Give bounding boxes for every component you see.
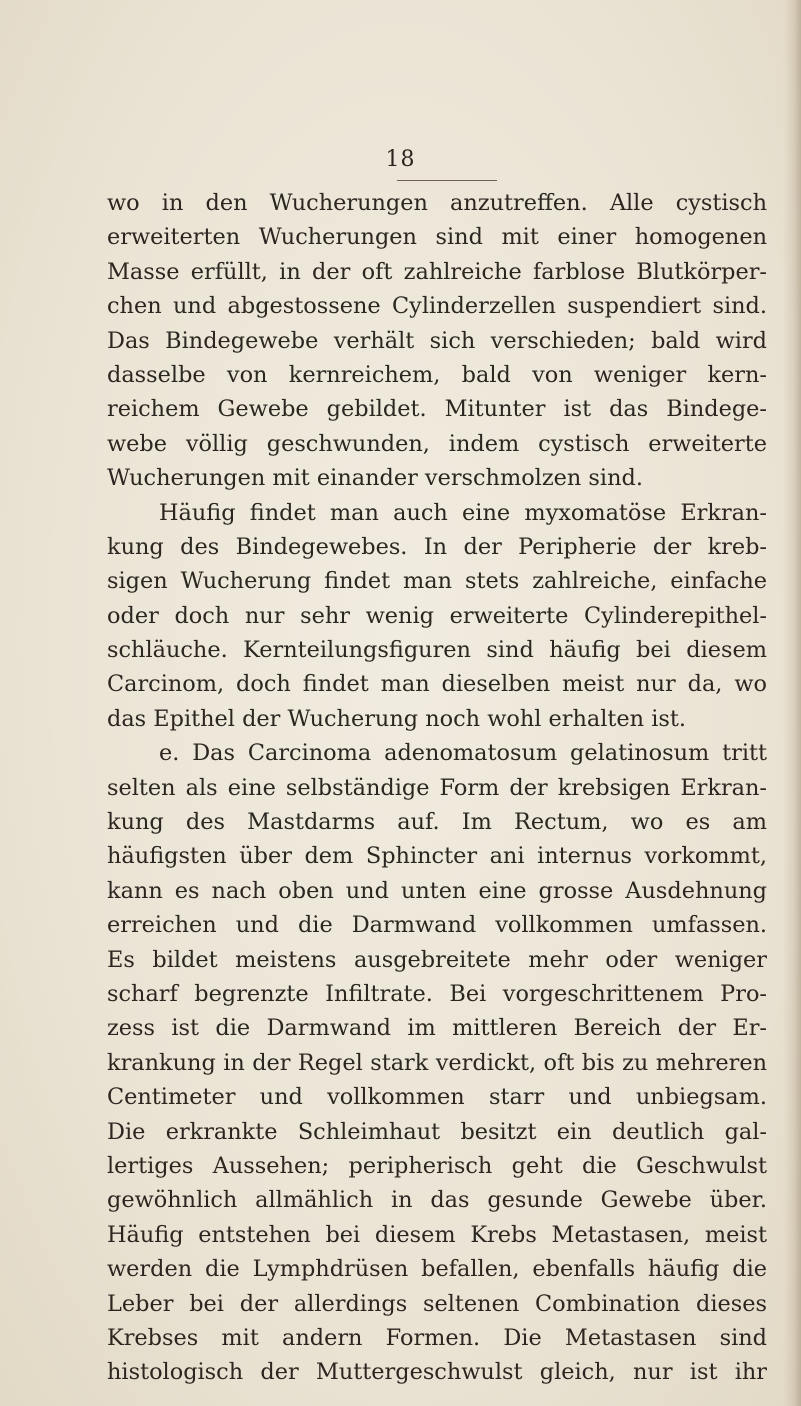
text-line: schläuche. Kernteilungsfiguren sind häufig bei diesem — [107, 637, 767, 664]
text-line: sigen Wucherung findet man stets zahlreiche, einfache — [107, 568, 767, 595]
text-line: werden die Lymphdrüsen befallen, ebenfalls häufig die — [107, 1256, 767, 1283]
text-line: Carcinom, doch findet man dieselben meist nur da, wo — [107, 671, 767, 698]
text-line: kung des Bindegewebes. In der Peripherie der kreb- — [107, 533, 767, 560]
text-line: Masse erfüllt, in der oft zahlreiche farblose Blutkörper- — [107, 258, 767, 285]
text-line: erreichen und die Darmwand vollkommen umfassen. — [107, 912, 767, 939]
page-number-rule — [397, 180, 497, 181]
text-line: zess ist die Darmwand im mittleren Bereich der Er- — [107, 1015, 767, 1042]
text-line: erweiterten Wucherungen sind mit einer homogenen — [107, 224, 767, 251]
text-line: gewöhnlich allmählich in das gesunde Gewebe über. — [107, 1187, 767, 1214]
text-line: Häufig findet man auch eine myxomatöse Erkran- — [159, 499, 767, 526]
text-line: Leber bei der allerdings seltenen Combination dieses — [107, 1290, 767, 1317]
text-line: dasselbe von kernreichem, bald von weniger kern- — [107, 361, 767, 388]
text-line: selten als eine selbständige Form der krebsigen Erkran- — [107, 774, 767, 801]
text-line: häufigsten über dem Sphincter ani internus vorkommt, — [107, 843, 767, 870]
page-edge-shadow — [783, 0, 801, 1406]
body-text — [107, 186, 767, 1390]
text-line: scharf begrenzte Infiltrate. Bei vorgeschrittenem Pro- — [107, 980, 767, 1007]
text-line: das Epithel der Wucherung noch wohl erhalten ist. — [107, 705, 686, 732]
text-line: oder doch nur sehr wenig erweiterte Cylinderepithel- — [107, 602, 767, 629]
text-line: Krebses mit andern Formen. Die Metastasen sind — [107, 1324, 767, 1351]
text-line: Häufig entstehen bei diesem Krebs Metastasen, meist — [107, 1221, 767, 1248]
text-line: Die erkrankte Schleimhaut besitzt ein deutlich gal- — [107, 1118, 767, 1145]
text-line: reichem Gewebe gebildet. Mitunter ist das Bindege- — [107, 396, 767, 423]
text-line: lertiges Aussehen; peripherisch geht die Geschwulst — [107, 1152, 767, 1179]
text-line: krankung in der Regel stark verdickt, oft bis zu mehreren — [107, 1049, 767, 1076]
text-line: webe völlig geschwunden, indem cystisch erweiterte — [107, 430, 767, 457]
text-line: Das Bindegewebe verhält sich verschieden; bald wird — [107, 327, 767, 354]
text-line: Es bildet meistens ausgebreitete mehr oder weniger — [107, 946, 767, 973]
text-line: e. Das Carcinoma adenomatosum gelatinosum tritt — [159, 740, 767, 767]
text-line: Centimeter und vollkommen starr und unbiegsam. — [107, 1084, 767, 1111]
text-line: Wucherungen mit einander verschmolzen sind. — [107, 465, 643, 492]
page-number: 18 — [385, 147, 416, 172]
text-line: histologisch der Muttergeschwulst gleich, nur ist ihr — [107, 1359, 767, 1386]
text-line: kann es nach oben und unten eine grosse Ausdehnung — [107, 877, 767, 904]
text-line: chen und abgestossene Cylinderzellen suspendiert sind. — [107, 293, 767, 320]
text-line: wo in den Wucherungen anzutreffen. Alle cystisch — [107, 190, 767, 216]
text-line: kung des Mastdarms auf. Im Rectum, wo es am — [107, 809, 767, 836]
